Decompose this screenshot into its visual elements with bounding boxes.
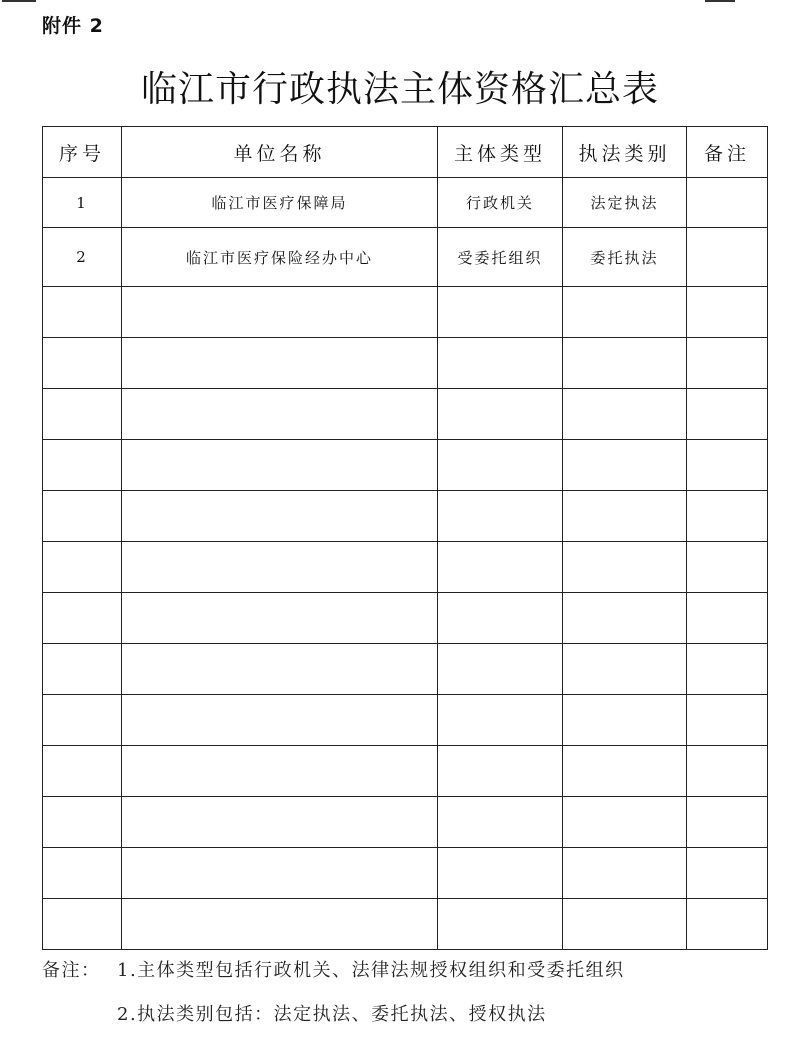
empty-cell bbox=[43, 746, 122, 797]
empty-cell bbox=[687, 491, 768, 542]
empty-cell bbox=[438, 899, 563, 950]
table-row-empty bbox=[43, 287, 768, 338]
empty-cell bbox=[563, 491, 687, 542]
empty-cell bbox=[122, 593, 438, 644]
empty-cell bbox=[563, 848, 687, 899]
empty-cell bbox=[687, 389, 768, 440]
empty-cell bbox=[43, 848, 122, 899]
header-remarks: 备注 bbox=[687, 127, 768, 178]
table-header-row bbox=[43, 127, 768, 178]
page-edge-mark-left bbox=[2, 0, 36, 2]
empty-cell bbox=[563, 389, 687, 440]
cell-enforcement-category: 委托执法 bbox=[563, 228, 687, 287]
empty-cell bbox=[563, 899, 687, 950]
cell-subject-type: 行政机关 bbox=[438, 178, 563, 228]
table-row bbox=[43, 178, 768, 228]
summary-table bbox=[42, 126, 768, 950]
empty-cell bbox=[687, 440, 768, 491]
header-seq: 序号 bbox=[43, 127, 122, 178]
cell-seq: 1 bbox=[43, 178, 122, 228]
empty-cell bbox=[438, 338, 563, 389]
empty-cell bbox=[122, 644, 438, 695]
table-row-empty bbox=[43, 338, 768, 389]
empty-cell bbox=[563, 695, 687, 746]
empty-cell bbox=[122, 338, 438, 389]
empty-cell bbox=[122, 899, 438, 950]
empty-cell bbox=[43, 542, 122, 593]
table-row-empty bbox=[43, 644, 768, 695]
empty-cell bbox=[122, 695, 438, 746]
cell-subject-type: 受委托组织 bbox=[438, 228, 563, 287]
header-enforcement-category: 执法类别 bbox=[563, 127, 687, 178]
empty-cell bbox=[43, 899, 122, 950]
empty-cell bbox=[122, 848, 438, 899]
table-row-empty bbox=[43, 389, 768, 440]
empty-cell bbox=[563, 338, 687, 389]
empty-cell bbox=[438, 440, 563, 491]
empty-cell bbox=[687, 542, 768, 593]
empty-cell bbox=[43, 491, 122, 542]
empty-cell bbox=[122, 440, 438, 491]
cell-remarks bbox=[687, 178, 768, 228]
empty-cell bbox=[687, 695, 768, 746]
empty-cell bbox=[43, 797, 122, 848]
note-line bbox=[42, 1000, 625, 1030]
cell-remarks bbox=[687, 228, 768, 287]
empty-cell bbox=[438, 797, 563, 848]
table-row-empty bbox=[43, 848, 768, 899]
table-row-empty bbox=[43, 593, 768, 644]
empty-cell bbox=[687, 848, 768, 899]
empty-cell bbox=[438, 491, 563, 542]
empty-cell bbox=[687, 593, 768, 644]
cell-unit-name: 临江市医疗保险经办中心 bbox=[122, 228, 438, 287]
empty-cell bbox=[563, 797, 687, 848]
empty-cell bbox=[438, 542, 563, 593]
empty-cell bbox=[563, 644, 687, 695]
empty-cell bbox=[563, 746, 687, 797]
notes-label: 备注： bbox=[42, 960, 101, 981]
note-line bbox=[42, 956, 625, 986]
empty-cell bbox=[687, 338, 768, 389]
table-row-empty bbox=[43, 491, 768, 542]
header-subject-type: 主体类型 bbox=[438, 127, 563, 178]
header-unit-name: 单位名称 bbox=[122, 127, 438, 178]
empty-cell bbox=[122, 542, 438, 593]
cell-enforcement-category: 法定执法 bbox=[563, 178, 687, 228]
empty-cell bbox=[438, 746, 563, 797]
empty-cell bbox=[563, 593, 687, 644]
table-row-empty bbox=[43, 695, 768, 746]
empty-cell bbox=[43, 287, 122, 338]
empty-cell bbox=[687, 797, 768, 848]
empty-cell bbox=[438, 389, 563, 440]
empty-cell bbox=[122, 746, 438, 797]
empty-cell bbox=[122, 491, 438, 542]
cell-seq: 2 bbox=[43, 228, 122, 287]
table-row-empty bbox=[43, 899, 768, 950]
cell-unit-name: 临江市医疗保障局 bbox=[122, 178, 438, 228]
empty-cell bbox=[43, 440, 122, 491]
empty-cell bbox=[43, 338, 122, 389]
empty-cell bbox=[438, 695, 563, 746]
empty-cell bbox=[687, 746, 768, 797]
empty-cell bbox=[43, 644, 122, 695]
table-row bbox=[43, 228, 768, 287]
empty-cell bbox=[122, 287, 438, 338]
table-row-empty bbox=[43, 440, 768, 491]
empty-cell bbox=[687, 899, 768, 950]
empty-cell bbox=[122, 389, 438, 440]
attachment-label: 附件 2 bbox=[42, 15, 104, 37]
empty-cell bbox=[438, 593, 563, 644]
empty-cell bbox=[43, 389, 122, 440]
table-row-empty bbox=[43, 542, 768, 593]
table-row-empty bbox=[43, 797, 768, 848]
empty-cell bbox=[563, 440, 687, 491]
note-item: 1.主体类型包括行政机关、法律法规授权组织和受委托组织 bbox=[117, 960, 625, 981]
empty-cell bbox=[687, 644, 768, 695]
empty-cell bbox=[563, 287, 687, 338]
empty-cell bbox=[438, 644, 563, 695]
note-item: 2.执法类别包括：法定执法、委托执法、授权执法 bbox=[117, 1004, 547, 1025]
empty-cell bbox=[43, 695, 122, 746]
document-title: 临江市行政执法主体资格汇总表 bbox=[140, 69, 659, 110]
empty-cell bbox=[438, 287, 563, 338]
notes-section bbox=[42, 956, 625, 1030]
table-row-empty bbox=[43, 746, 768, 797]
page-edge-mark-right bbox=[705, 0, 735, 2]
empty-cell bbox=[438, 848, 563, 899]
empty-cell bbox=[687, 287, 768, 338]
empty-cell bbox=[122, 797, 438, 848]
empty-cell bbox=[563, 542, 687, 593]
empty-cell bbox=[43, 593, 122, 644]
